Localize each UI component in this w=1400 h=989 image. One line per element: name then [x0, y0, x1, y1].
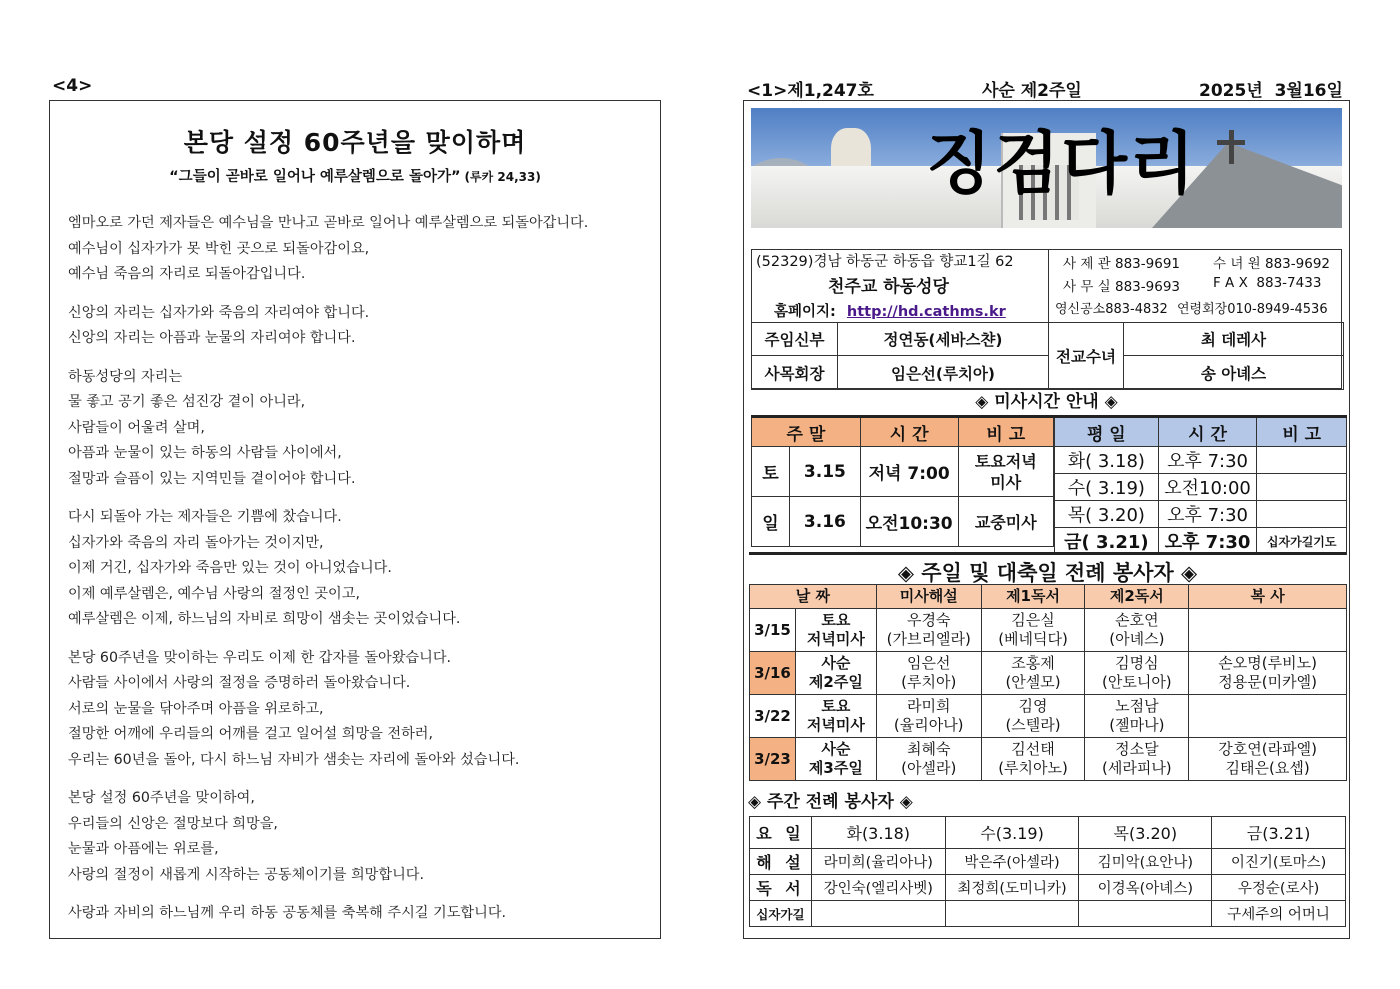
article-paragraph	[68, 365, 654, 493]
weekly-stations	[811, 901, 945, 927]
weekend-day: 일	[752, 497, 790, 546]
weekday-time: 오전10:00	[1158, 474, 1257, 501]
weekend-note: 교중미사	[958, 497, 1054, 547]
church-name: 천주교 하동성당	[828, 277, 949, 297]
address-block	[752, 250, 1049, 323]
note-header: 비 고	[958, 417, 1054, 447]
service-table	[749, 584, 1347, 781]
weekly-row-label: 십자가길	[750, 901, 812, 927]
council-label: 사목회장	[751, 355, 838, 390]
mass-schedule-heading: ◈ 미사시간 안내 ◈	[975, 392, 1118, 412]
church-info-block	[751, 249, 1342, 389]
weekend-day: 토	[752, 447, 790, 496]
time-header: 시 간	[860, 417, 958, 447]
service-reading2: 정소달 (세라피나)	[1085, 738, 1189, 781]
weekly-day: 금(3.21)	[1212, 817, 1346, 849]
issue-number: <1>제1,247호	[747, 81, 874, 101]
nun-name-2: 송 아녜스	[1123, 355, 1344, 390]
subtitle-reference: (루카 24,33)	[464, 170, 541, 184]
service-day: 토요 저녁미사	[795, 695, 876, 738]
service-day: 사순 제2주일	[795, 652, 876, 695]
service-altar-server	[1189, 609, 1347, 652]
weekly-day: 목(3.20)	[1079, 817, 1212, 849]
service-commentary: 최혜숙 (아셀라)	[876, 738, 981, 781]
pastor-label: 주임신부	[751, 322, 838, 356]
article-body	[68, 211, 654, 940]
service-altar-server	[1189, 695, 1347, 738]
article-line: 우리는 60년을 돌아, 다시 하느님 자비가 샘솟는 자리에 돌아와 섰습니다.	[68, 751, 520, 768]
article-paragraph	[68, 505, 654, 633]
weekend-time: 저녁 7:00	[860, 447, 958, 497]
article-line: 신앙의 자리는 아픔과 눈물의 자리여야 합니다.	[68, 330, 356, 346]
service-commentary: 라미희 (율리아나)	[876, 695, 981, 738]
article-line: 다시 되돌아 가는 제자들은 기쁨에 찼습니다.	[68, 509, 342, 525]
article-subtitle	[50, 165, 660, 186]
service-reading2: 김명심 (안토니아)	[1085, 652, 1189, 695]
service-reading1: 김선태 (루치아노)	[981, 738, 1085, 781]
weekday-day: 금( 3.21)	[1055, 528, 1159, 555]
homepage-row	[774, 300, 1006, 321]
article-line: 하동성당의 자리는	[68, 368, 183, 385]
weekly-commentary: 라미희(율리아나)	[811, 849, 945, 875]
article-line: 이제 예루살렘은, 예수님 사랑의 절정인 곳이고,	[68, 585, 360, 602]
weekly-stations: 구세주의 어머니	[1212, 901, 1346, 927]
article-paragraph	[68, 901, 654, 927]
service-reading1: 김영 (스텔라)	[981, 695, 1085, 738]
weekly-reading: 이경옥(아녜스)	[1079, 875, 1212, 901]
weekly-reading: 우정순(로사)	[1212, 875, 1346, 901]
article-line: 예루살렘은 이제, 하느님의 자비로 희망이 샘솟는 곳이었습니다.	[68, 611, 461, 627]
homepage-label: 홈페이지:	[774, 304, 836, 320]
article-line: 절망한 어깨에 우리들의 어깨를 걸고 일어설 희망을 전하러,	[68, 726, 434, 742]
weekday-header: 평 일	[1055, 417, 1159, 447]
article-line: 사랑과 자비의 하느님께 우리 하동 공동체를 축복해 주시길 기도합니다.	[68, 905, 507, 921]
weekly-row-label: 해 설	[750, 849, 812, 875]
weekly-commentary: 이진기(토마스)	[1212, 849, 1346, 875]
service-date: 3/23	[750, 738, 796, 781]
weekend-date: 3.15	[803, 461, 846, 482]
service-day: 사순 제3주일	[795, 738, 876, 781]
weekday-note	[1257, 501, 1347, 528]
service-commentary: 우경숙 (가브리엘라)	[876, 609, 981, 652]
service-row	[750, 738, 1347, 781]
weekend-note: 토요저녁 미사	[958, 447, 1054, 497]
weekend-header: 주 말	[752, 417, 861, 447]
weekday-note	[1257, 474, 1347, 501]
weekly-commentary: 박은주(아셀라)	[945, 849, 1079, 875]
weekend-day-cell	[752, 447, 861, 497]
liturgical-week: 사순 제2주일	[982, 81, 1082, 101]
time-header: 시 간	[1158, 417, 1257, 447]
article-line: 예수님 죽음의 자리로 되돌아감입니다.	[68, 266, 306, 282]
article-line: 사람들 사이에서 사랑의 절정을 증명하러 돌아왔습니다.	[68, 675, 411, 691]
weekend-date: 3.16	[803, 511, 846, 532]
service-altar-server: 강호연(라파엘) 김태은(요셉)	[1189, 738, 1347, 781]
weekly-stations	[1079, 901, 1212, 927]
weekly-row-label: 요 일	[750, 817, 812, 849]
article-line: 서로의 눈물을 닦아주며 아픔을 위로하고,	[68, 700, 324, 717]
phone-block	[1049, 250, 1343, 323]
service-header-commentary: 미사해설	[876, 585, 981, 609]
weekly-reading: 최정희(도미니카)	[945, 875, 1079, 901]
weekday-day: 목( 3.20)	[1055, 501, 1159, 528]
note-header: 비 고	[1257, 417, 1347, 447]
nun-label: 전교수녀	[1048, 322, 1124, 390]
service-date: 3/22	[750, 695, 796, 738]
issue-date: 2025년 3월16일	[1199, 81, 1343, 101]
service-reading2: 노점남 (젤마나)	[1085, 695, 1189, 738]
service-reading1: 김은실 (베네딕다)	[981, 609, 1085, 652]
council-name: 임은선(루치아)	[837, 355, 1049, 390]
subtitle-quote: “그들이 곧바로 일어나 예루살렘으로 돌아가”	[169, 169, 461, 185]
article-line: 사람들이 어울려 살며,	[68, 419, 205, 436]
left-page-number: <4>	[52, 76, 93, 96]
weekday-time: 오후 7:30	[1158, 447, 1257, 474]
article-paragraph	[68, 786, 654, 888]
weekly-reading: 강인숙(엘리사벳)	[811, 875, 945, 901]
article-line: 신앙의 자리는 십자가와 죽음의 자리여야 합니다.	[68, 304, 370, 321]
weekly-table	[749, 816, 1346, 927]
weekly-day: 화(3.18)	[811, 817, 945, 849]
article-line: 이제 거긴, 십자가와 죽음만 있는 것이 아니었습니다.	[68, 560, 392, 576]
weekday-day: 수( 3.19)	[1055, 474, 1159, 501]
weekly-row-label: 독 서	[750, 875, 812, 901]
weekday-mass-table	[1054, 415, 1347, 555]
service-header-reading1: 제1독서	[981, 585, 1085, 609]
weekly-heading: ◈ 주간 전례 봉사자 ◈	[748, 792, 913, 812]
banner-image	[751, 108, 1342, 228]
service-date: 3/15	[750, 609, 796, 652]
service-altar-server: 손오명(루비노) 정용문(미카엘)	[1189, 652, 1347, 695]
service-row	[750, 609, 1347, 652]
service-header-date: 날 짜	[750, 585, 877, 609]
article-paragraph	[68, 646, 654, 774]
article-title: 본당 설정 60주년을 맞이하며	[183, 128, 527, 157]
article-line: 예수님이 십자가가 못 박힌 곳으로 되돌아감이요,	[68, 240, 370, 257]
service-heading: ◈ 주일 및 대축일 전례 봉사자 ◈	[749, 552, 1346, 587]
nun-name-1: 최 데레사	[1123, 322, 1344, 356]
article-line: 눈물과 아픔에는 위로를,	[68, 841, 219, 857]
article-line: 십자가와 죽음의 자리 돌아가는 것이지만,	[68, 534, 324, 551]
weekend-mass-table	[751, 415, 1054, 547]
weekday-note: 십자가길기도	[1257, 528, 1347, 555]
cross-bar-icon	[1217, 140, 1245, 145]
article-line: 절망과 슬픔이 있는 지역민들 곁이어야 합니다.	[68, 470, 356, 487]
weekday-day: 화( 3.18)	[1055, 447, 1159, 474]
service-header-altar-server: 복 사	[1189, 585, 1347, 609]
phone-fax: F A X 883-7433	[1213, 275, 1322, 291]
service-day: 토요 저녁미사	[795, 609, 876, 652]
left-article-box	[49, 100, 661, 939]
service-date: 3/16	[750, 652, 796, 695]
article-line: 본당 60주년을 맞이하는 우리도 이제 한 갑자를 돌아왔습니다.	[68, 649, 452, 666]
weekday-time: 오후 7:30	[1158, 501, 1257, 528]
service-header-reading2: 제2독서	[1085, 585, 1189, 609]
weekday-time: 오후 7:30	[1158, 528, 1257, 555]
article-line: 사랑의 절정이 새롭게 시작하는 공동체이기를 희망합니다.	[68, 866, 424, 883]
article-paragraph	[68, 211, 654, 288]
bulletin-title: 징검다리	[926, 124, 1197, 204]
article-line: 아픔과 눈물이 있는 하동의 사람들 사이에서,	[68, 445, 342, 461]
weekly-commentary: 김미악(요안나)	[1079, 849, 1212, 875]
homepage-link[interactable]: http://hd.cathms.kr	[846, 304, 1006, 320]
article-paragraph	[68, 301, 654, 352]
weekday-note	[1257, 447, 1347, 474]
weekly-stations	[945, 901, 1079, 927]
article-line: 본당 설정 60주년을 맞이하여,	[68, 790, 255, 806]
service-row	[750, 695, 1347, 738]
phone-convent: 수 녀 원 883-9692	[1213, 256, 1330, 272]
phone-office: 사 무 실 883-9693	[1063, 279, 1180, 295]
bulletin-front-page	[743, 100, 1350, 939]
service-row	[750, 652, 1347, 695]
phone-mission: 영신공소883-4832	[1055, 302, 1168, 317]
service-reading1: 조홍제 (안셀모)	[981, 652, 1085, 695]
article-line: 엠마오로 가던 제자들은 예수님을 만나고 곧바로 일어나 예루살렘으로 되돌아갑니다.	[68, 215, 589, 231]
article-line: 물 좋고 공기 좋은 섬진강 곁이 아니라,	[68, 394, 306, 410]
article-line: 우리들의 신앙은 절망보다 희망을,	[68, 815, 278, 832]
weekly-day: 수(3.19)	[945, 817, 1079, 849]
pastor-name: 정연동(세바스챤)	[837, 322, 1049, 356]
cross-icon	[1229, 130, 1234, 164]
service-reading2: 손호연 (아녜스)	[1085, 609, 1189, 652]
address: (52329)경남 하동군 하동읍 향교1길 62	[756, 254, 1014, 270]
weekend-day-cell	[752, 497, 861, 547]
phone-rectory: 사 제 관 883-9691	[1063, 256, 1180, 272]
weekend-time: 오전10:30	[860, 497, 958, 547]
service-commentary: 임은선 (루치아)	[876, 652, 981, 695]
phone-funeral-society: 연령회장010-8949-4536	[1177, 302, 1328, 317]
